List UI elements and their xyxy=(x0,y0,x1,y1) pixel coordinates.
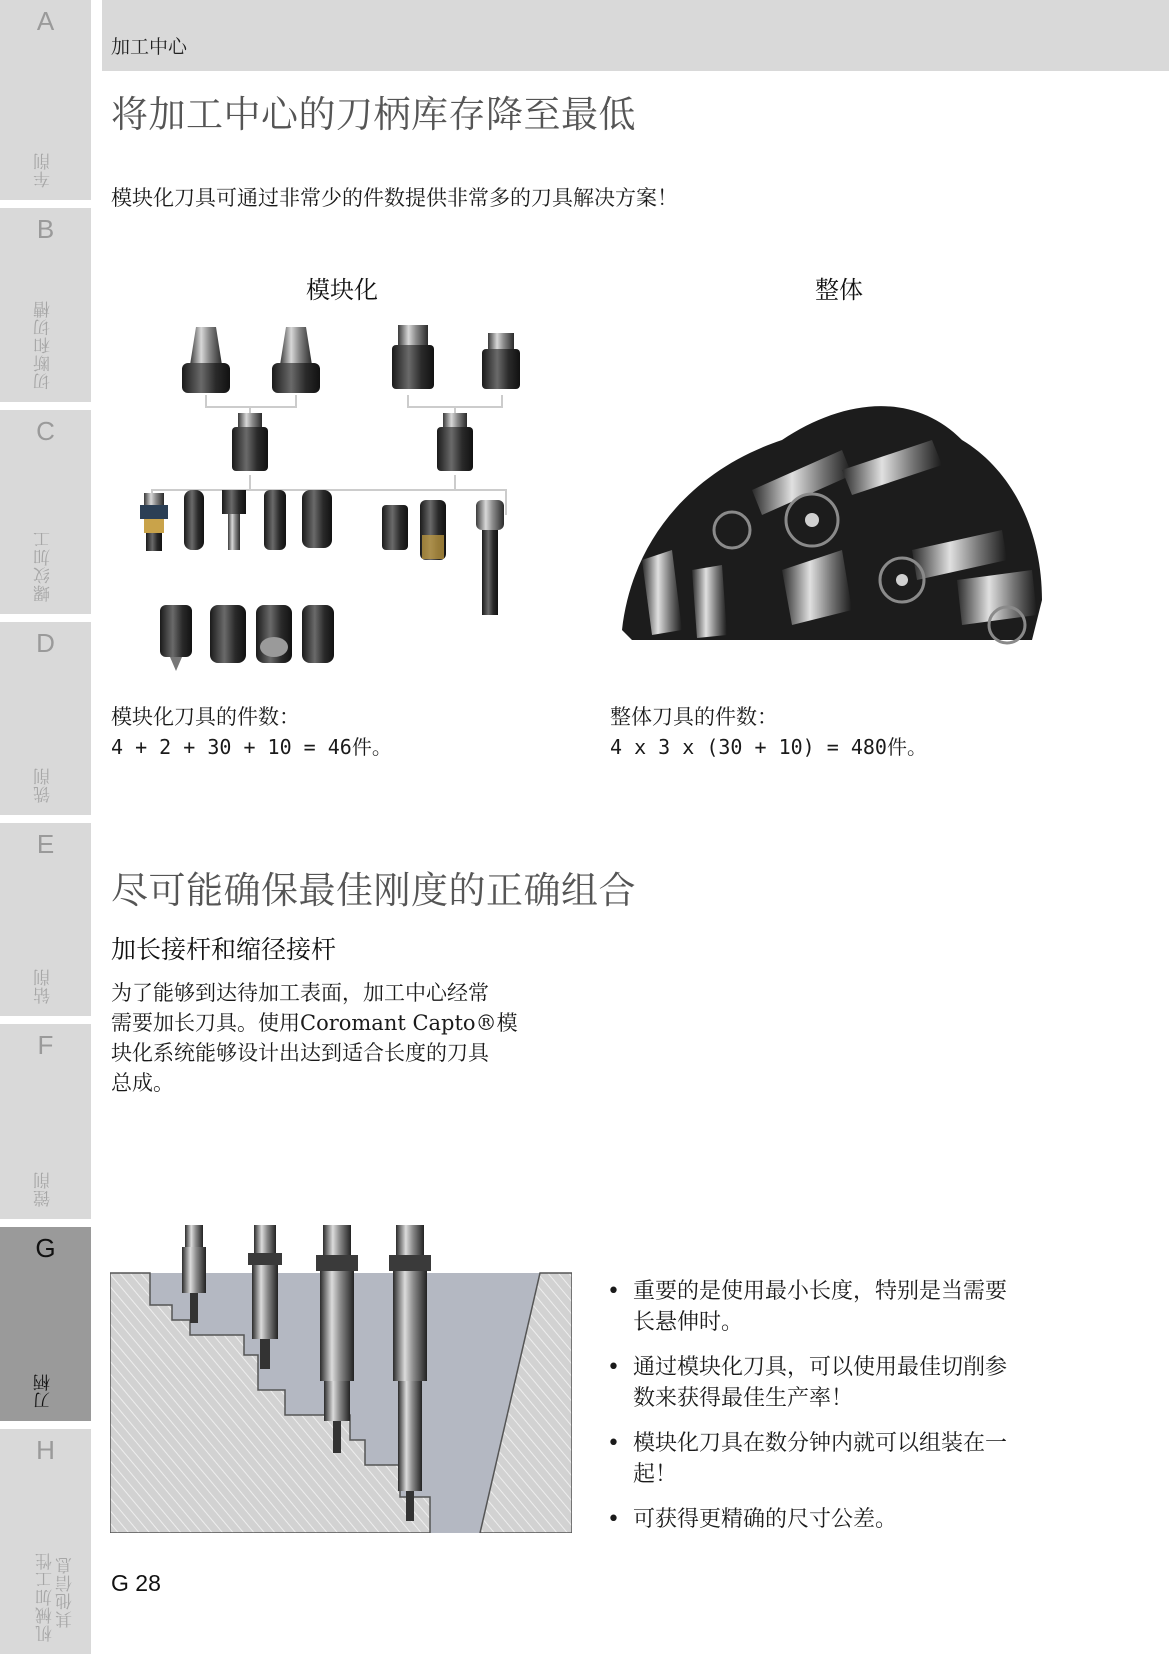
chapter-tab-a[interactable] xyxy=(0,0,91,200)
paragraph-line: 块化系统能够设计出达到适合长度的刀具 xyxy=(111,1041,489,1065)
list-item xyxy=(605,1352,1075,1414)
chapter-label: 螺纹加工 xyxy=(34,530,54,602)
chapter-tab-e[interactable] xyxy=(0,823,91,1016)
modular-count-formula: 4 + 2 + 30 + 10 = 46件。 xyxy=(111,735,392,759)
solid-tooling-image xyxy=(612,380,1052,660)
bullet-icon: • xyxy=(607,1431,620,1456)
intro-text: 模块化刀具可通过非常少的件数提供非常多的刀具解决方案！ xyxy=(111,186,678,210)
bullet-text-line: 长悬伸时。 xyxy=(633,1310,744,1335)
paragraph-line: 为了能够到达待加工表面，加工中心经常 xyxy=(111,981,489,1005)
modular-tools-diagram xyxy=(110,315,580,715)
modular-heading: 模块化 xyxy=(306,276,378,304)
chapter-tab-f[interactable] xyxy=(0,1024,91,1219)
chapter-label: 钻削 xyxy=(34,968,54,1004)
page-title: 将加工中心的刀柄库存降至最低 xyxy=(111,93,636,136)
chapter-label: 铣削 xyxy=(34,767,54,803)
section-subtitle: 加长接杆和缩径接杆 xyxy=(111,935,337,964)
chapter-letter: D xyxy=(36,628,55,658)
list-item xyxy=(605,1276,1075,1338)
chapter-label: 车削 xyxy=(34,152,54,188)
modular-tooling-image xyxy=(110,315,580,715)
chapter-letter: A xyxy=(36,6,55,36)
chapter-label: 镗削 xyxy=(34,1171,54,1207)
solid-count-label: 整体刀具的件数： xyxy=(610,705,778,729)
chapter-tab-b[interactable] xyxy=(0,208,91,402)
list-item xyxy=(605,1428,1075,1490)
tool-pile-image xyxy=(612,380,1052,660)
chapter-tab-c[interactable] xyxy=(0,410,91,614)
list-item xyxy=(605,1504,1075,1535)
chapter-label: 切断和切槽 xyxy=(34,300,54,390)
paragraph-line: 需要加长刀具。使用Coromant Capto®模 xyxy=(111,1011,518,1035)
section-name: 加工中心 xyxy=(111,36,188,58)
bullet-text-line: 模块化刀具在数分钟内就可以组装在一 xyxy=(633,1431,1008,1456)
paragraph-line: 总成。 xyxy=(111,1071,174,1095)
bullet-text-line: 可获得更精确的尺寸公差。 xyxy=(633,1507,898,1532)
chapter-label-line2: 其他信息 xyxy=(56,1556,76,1628)
bullet-icon: • xyxy=(607,1507,620,1532)
body-paragraph xyxy=(111,978,518,1098)
chapter-tab-h[interactable] xyxy=(0,1429,91,1654)
stepped-workpiece-diagram xyxy=(110,1225,572,1533)
bullet-text-line: 通过模块化刀具，可以使用最佳切削参 xyxy=(633,1355,1008,1380)
chapter-label-line1: 机械加工性 xyxy=(36,1552,56,1642)
bullet-text-line: 起！ xyxy=(633,1462,678,1487)
chapter-label: 刀柄 xyxy=(34,1373,54,1409)
chapter-letter: F xyxy=(37,1030,54,1060)
bullet-text-line: 重要的是使用最小长度，特别是当需要 xyxy=(633,1279,1008,1304)
bullet-text-line: 数来获得最佳生产率！ xyxy=(633,1386,854,1411)
bullet-icon: • xyxy=(607,1355,620,1380)
modular-count-label: 模块化刀具的件数： xyxy=(111,705,300,729)
chapter-tab-d[interactable] xyxy=(0,622,91,815)
chapter-letter: E xyxy=(36,829,55,859)
section-title: 尽可能确保最佳刚度的正确组合 xyxy=(111,869,636,912)
page-number: G 28 xyxy=(111,1570,161,1596)
chapter-letter: C xyxy=(36,416,55,446)
chapter-sidebar xyxy=(0,0,91,1654)
chapter-letter: H xyxy=(36,1435,55,1465)
chapter-tab-g[interactable] xyxy=(0,1227,91,1421)
bullet-icon: • xyxy=(607,1279,620,1304)
chapter-letter: B xyxy=(36,214,55,244)
solid-heading: 整体 xyxy=(815,276,863,304)
benefits-list xyxy=(605,1276,1075,1549)
page-header xyxy=(102,0,1169,71)
solid-count-formula: 4 x 3 x (30 + 10) = 480件。 xyxy=(610,735,927,759)
extension-adapters-image xyxy=(110,1225,572,1533)
chapter-letter: G xyxy=(35,1233,56,1263)
